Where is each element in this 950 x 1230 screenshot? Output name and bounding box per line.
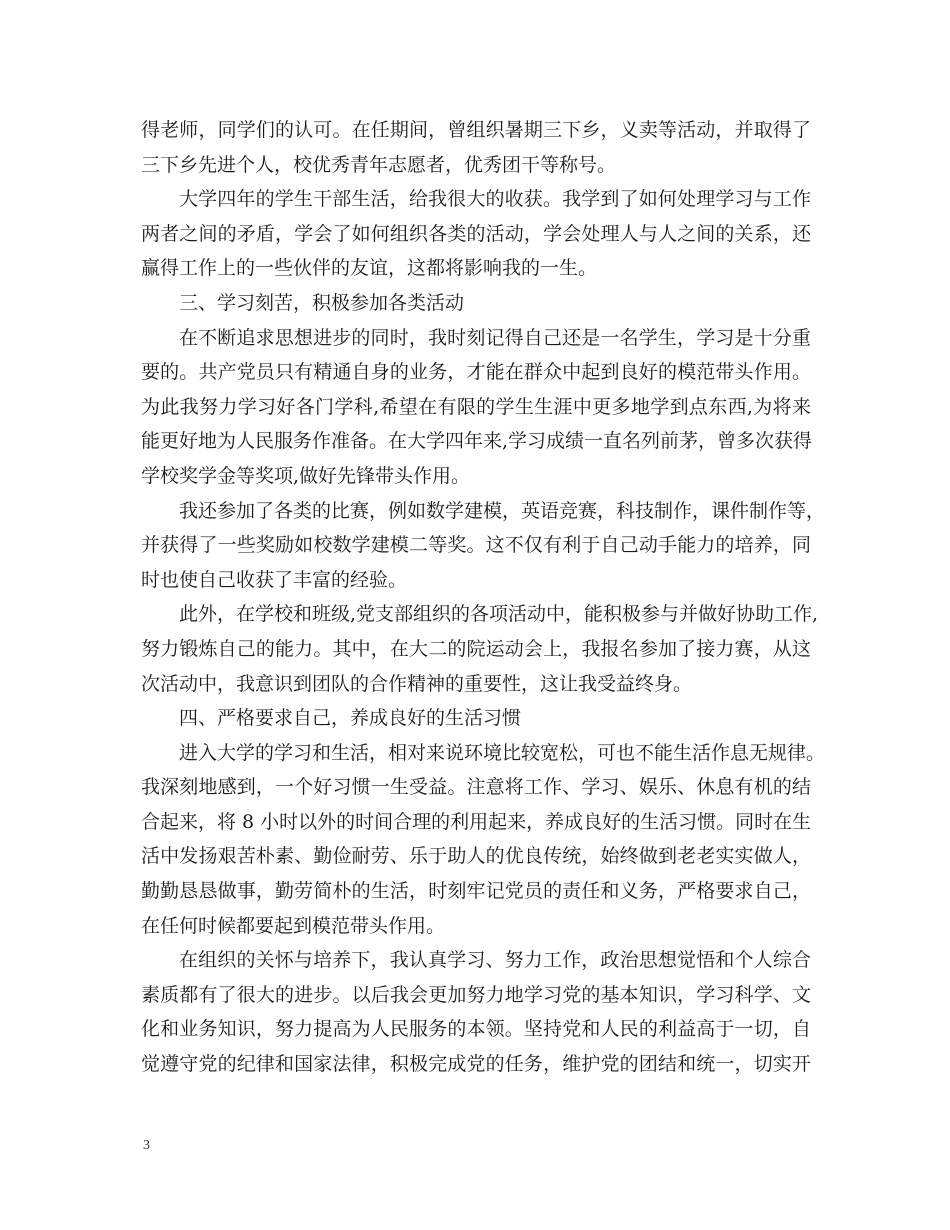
text-line: 化和业务知识，努力提高为人民服务的本领。坚持党和人民的利益高于一切，自 (141, 1018, 811, 1041)
text-line: 两者之间的矛盾，学会了如何组织各类的活动，学会处理人与人之间的关系，还 (141, 222, 811, 245)
text-line: 要的。共产党员只有精通自身的业务，才能在群众中起到良好的模范带头作用。 (141, 361, 811, 384)
text-line: 三、学习刻苦，积极参加各类活动 (179, 291, 465, 314)
text-line: 在组织的关怀与培养下，我认真学习、努力工作，政治思想觉悟和个人综合 (179, 949, 811, 972)
text-line: 在不断追求思想进步的同时，我时刻记得自己还是一名学生，学习是十分重 (179, 326, 811, 349)
text-line: 次活动中，我意识到团队的合作精神的重要性，这让我受益终身。 (141, 672, 693, 695)
text-line: 三下乡先进个人，校优秀青年志愿者，优秀团干等称号。 (141, 153, 617, 176)
text-line: 我还参加了各类的比赛，例如数学建模，英语竞赛，科技制作，课件制作等， (179, 499, 826, 522)
text-line: 我深刻地感到，一个好习惯一生受益。注意将工作、学习、娱乐、休息有机的结 (141, 776, 811, 799)
text-line: 进入大学的学习和生活，相对来说环境比较宽松，可也不能生活作息无规律。 (179, 741, 826, 764)
text-line: 活中发扬艰苦朴素、勤俭耐劳、乐于助人的优良传统，始终做到老老实实做人， (141, 845, 811, 868)
text-line: 合起来，将 8 小时以外的时间合理的利用起来，养成良好的生活习惯。同时在生 (141, 810, 812, 833)
text-line: 赢得工作上的一些伙伴的友谊，这都将影响我的一生。 (141, 257, 598, 280)
text-line: 素质都有了很大的进步。以后我会更加努力地学习党的基本知识，学习科学、文 (141, 983, 811, 1006)
text-line: 在任何时候都要起到模范带头作用。 (141, 914, 446, 937)
text-line: 并获得了一些奖励如校数学建模二等奖。这不仅有利于自己动手能力的培养，同 (141, 534, 811, 557)
text-line: 学校奖学金等奖项,做好先锋带头作用。 (141, 464, 471, 487)
text-line: 觉遵守党的纪律和国家法律，积极完成党的任务，维护党的团结和统一，切实开 (141, 1053, 811, 1076)
text-line: 得老师，同学们的认可。在任期间，曾组织暑期三下乡，义卖等活动，并取得了 (141, 119, 811, 141)
text-line: 勤勤恳恳做事，勤劳简朴的生活，时刻牢记党员的责任和义务，严格要求自己， (141, 880, 811, 903)
page-number: 3 (143, 1138, 150, 1153)
document-body (141, 113, 826, 1082)
text-line: 能更好地为人民服务作准备。在大学四年来,学习成绩一直名列前茅，曾多次获得 (141, 430, 813, 453)
text-line: 四、严格要求自己，养成良好的生活习惯 (179, 707, 522, 730)
text-line: 为此我努力学习好各门学科,希望在有限的学生生涯中更多地学到点东西,为将来 (141, 395, 811, 418)
text-line: 时也使自己收获了丰富的经验。 (141, 568, 408, 591)
text-line: 努力锻炼自己的能力。其中，在大二的院运动会上，我报名参加了接力赛，从这 (141, 637, 811, 660)
text-line: 此外，在学校和班级,党支部组织的各项活动中，能积极参与并做好协助工作, (179, 603, 819, 626)
text-line: 大学四年的学生干部生活，给我很大的收获。我学到了如何处理学习与工作 (179, 188, 811, 211)
